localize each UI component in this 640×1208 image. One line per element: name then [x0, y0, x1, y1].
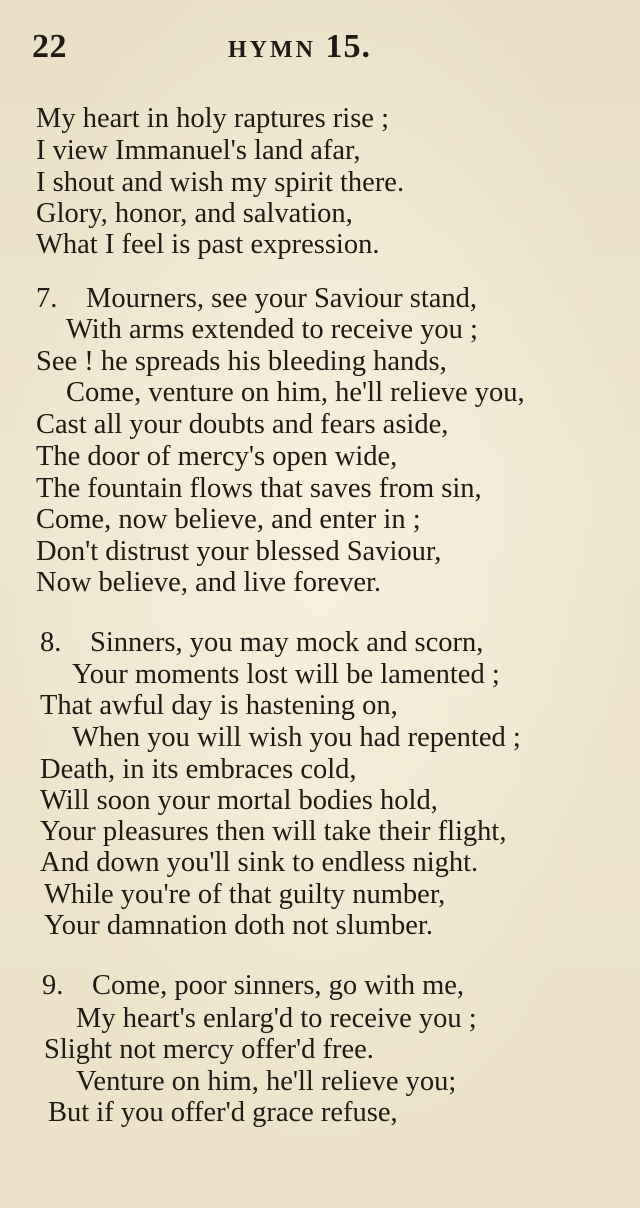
verse-line: Come, venture on him, he'll relieve you,: [66, 377, 525, 408]
verse-line: Your moments lost will be lamented ;: [72, 659, 500, 690]
verse-line: Your pleasures then will take their flight,: [40, 816, 507, 847]
verse-line: Slight not mercy offer'd free.: [44, 1034, 374, 1065]
running-title: [228, 28, 371, 66]
hymn-number: 15.: [325, 28, 371, 65]
verse-line: Mourners, see your Saviour stand,: [86, 283, 478, 314]
stanza-number: 9.: [42, 970, 64, 1001]
verse-line: While you're of that guilty number,: [44, 879, 446, 910]
stanza-first-line: [40, 627, 483, 659]
verse-line: Your damnation doth not slumber.: [44, 910, 433, 941]
verse-line: Glory, honor, and salvation,: [36, 198, 353, 229]
verse-line: The door of mercy's open wide,: [36, 441, 398, 472]
verse-line: My heart's enlarg'd to receive you ;: [76, 1003, 477, 1034]
verse-line: Come, poor sinners, go with me,: [92, 970, 465, 1001]
verse-line: Come, now believe, and enter in ;: [36, 504, 421, 535]
verse-line: With arms extended to receive you ;: [66, 314, 478, 345]
verse-line: See ! he spreads his bleeding hands,: [36, 346, 447, 377]
verse-line: What I feel is past expression.: [36, 229, 380, 260]
verse-line: My heart in holy raptures rise ;: [36, 103, 389, 134]
verse-line: When you will wish you had repented ;: [72, 722, 521, 753]
stanza-first-line: [42, 970, 464, 1002]
verse-line: I view Immanuel's land afar,: [36, 135, 361, 166]
running-title-word: HYMN: [228, 37, 316, 63]
page-number: 22: [32, 28, 67, 65]
verse-line: I shout and wish my spirit there.: [36, 167, 405, 198]
verse-line: Now believe, and live forever.: [36, 567, 382, 598]
verse-line: The fountain flows that saves from sin,: [36, 473, 482, 504]
verse-line: Cast all your doubts and fears aside,: [36, 409, 449, 440]
verse-line: But if you offer'd grace refuse,: [48, 1097, 398, 1128]
stanza-first-line: [36, 283, 477, 315]
stanza-number: 8.: [40, 627, 62, 658]
verse-line: Sinners, you may mock and scorn,: [90, 627, 484, 658]
stanza-number: 7.: [36, 283, 58, 314]
verse-line: Will soon your mortal bodies hold,: [40, 785, 438, 816]
verse-line: Venture on him, he'll relieve you;: [76, 1066, 457, 1097]
verse-line: Death, in its embraces cold,: [40, 754, 357, 785]
page-header: [32, 28, 592, 72]
verse-line: And down you'll sink to endless night.: [40, 847, 479, 878]
verse-line: That awful day is hastening on,: [40, 690, 398, 721]
verse-line: Don't distrust your blessed Saviour,: [36, 536, 442, 567]
